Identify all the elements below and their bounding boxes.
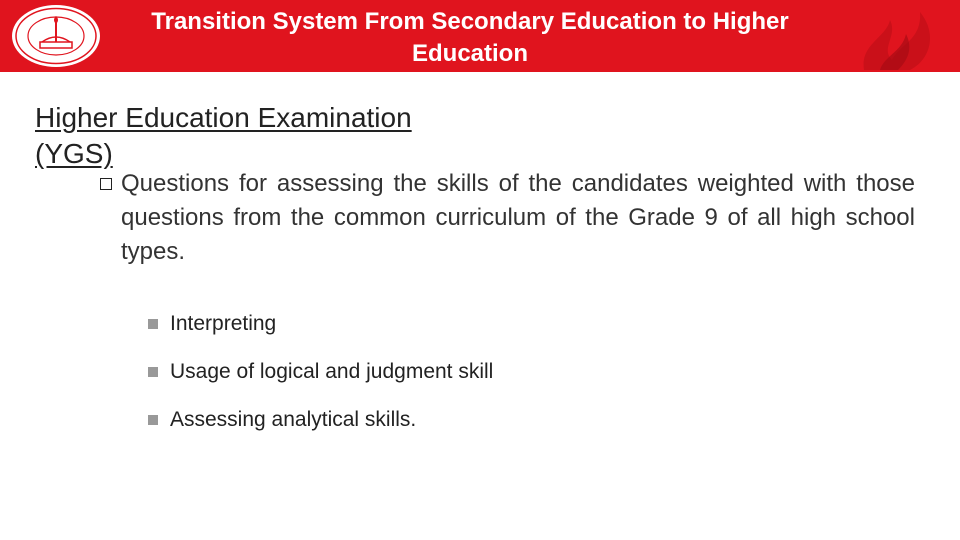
main-bullet-text: Questions for assessing the skills of the candidates weighted with those questions from the common curriculum of the Grade 9 of all high school types.	[121, 170, 915, 265]
square-bullet-icon	[148, 367, 158, 377]
list-item	[148, 310, 276, 338]
main-bullet	[100, 167, 915, 269]
list-item-text: Interpreting	[170, 312, 277, 335]
square-bullet-icon	[100, 178, 112, 190]
list-item	[148, 406, 416, 434]
ministry-seal-icon	[8, 2, 104, 70]
header-bar	[0, 0, 960, 72]
list-item	[148, 358, 493, 386]
list-item-text: Usage of logical and judgment skill	[170, 360, 494, 383]
section-title: Higher Education Examination (YGS)	[35, 102, 412, 169]
square-bullet-icon	[148, 415, 158, 425]
list-item-text: Assessing analytical skills.	[170, 408, 417, 431]
square-bullet-icon	[148, 319, 158, 329]
flame-icon	[850, 4, 942, 72]
page-title: Transition System From Secondary Education to Higher Education	[151, 8, 789, 67]
